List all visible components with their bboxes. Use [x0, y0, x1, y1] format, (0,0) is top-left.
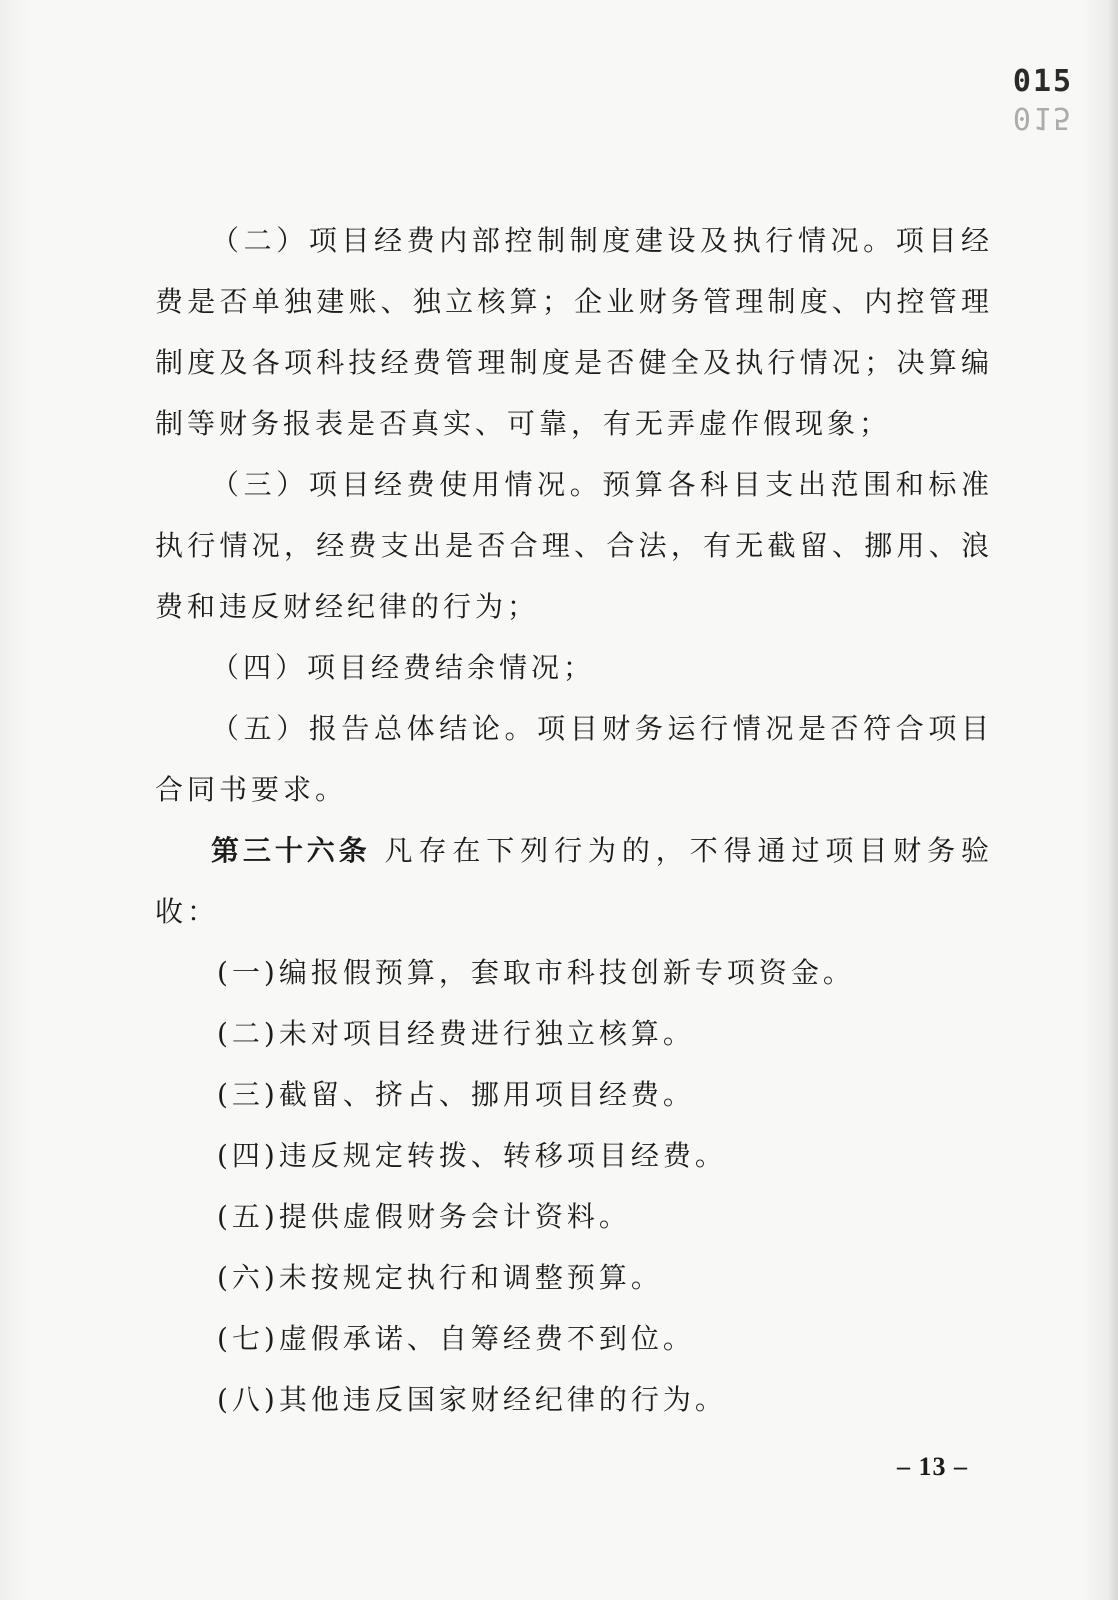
- serial-stamp-bleedthrough: 015: [1012, 100, 1074, 135]
- list-item-3: (三)截留、挤占、挪用项目经费。: [217, 1078, 695, 1111]
- list-item-5: (五)提供虚假财务会计资料。: [217, 1200, 631, 1233]
- paragraph-item-5: （五）报告总体结论。项目财务运行情况是否符合项目合同书要求。: [155, 712, 993, 806]
- list-item-6: (六)未按规定执行和调整预算。: [217, 1261, 663, 1294]
- paragraph-item-4: （四）项目经费结余情况；: [211, 651, 596, 684]
- page-edge-shadow: [1108, 0, 1118, 1600]
- document-body: [155, 210, 993, 1430]
- list-item-7: (七)虚假承诺、自筹经费不到位。: [217, 1322, 695, 1355]
- list-item-2: (二)未对项目经费进行独立核算。: [217, 1017, 695, 1050]
- paragraph-item-2: （二）项目经费内部控制制度建设及执行情况。项目经费是否单独建账、独立核算；企业财务管理制度、内控管理制度及各项科技经费管理制度是否健全及执行情况；决算编制等财务报表是否真实、可靠，有无弄虚作假现象；: [155, 224, 993, 440]
- article-heading: 第三十六条: [211, 834, 371, 867]
- article-36: [155, 820, 993, 942]
- article-text: 凡存在下列行为的，不得通过项目财务验收：: [155, 834, 993, 928]
- page-number: – 13 –: [897, 1452, 968, 1481]
- list-item-8: (八)其他违反国家财经纪律的行为。: [217, 1383, 727, 1416]
- list-item-4: (四)违反规定转拨、转移项目经费。: [217, 1139, 727, 1172]
- list-item-1: (一)编报假预算，套取市科技创新专项资金。: [217, 956, 855, 989]
- paragraph-item-3: （三）项目经费使用情况。预算各科目支出范围和标准执行情况，经费支出是否合理、合法，有无截留、挪用、浪费和违反财经纪律的行为；: [155, 468, 993, 623]
- serial-stamp: 015: [1012, 64, 1074, 99]
